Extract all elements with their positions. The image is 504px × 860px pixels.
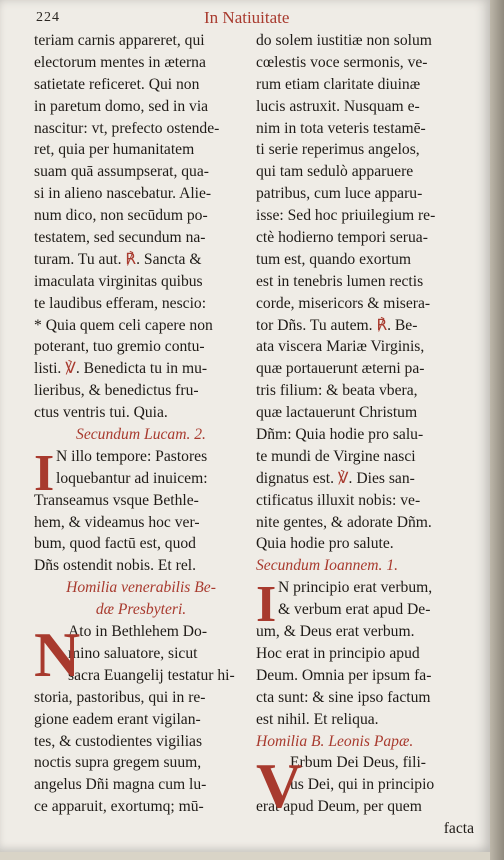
text-line: turam. Tu aut. ℟. Sancta &: [34, 250, 202, 268]
homily-paragraph-bede: [34, 621, 248, 818]
text-line: tor Dñs. Tu autem. ℟. Be-: [256, 316, 418, 334]
text-line: te mundi de Virgine nasci: [256, 447, 416, 465]
text-line: gione eadem erant vigilan-: [34, 710, 201, 728]
text-line: um, & Deus erat verbum.: [256, 623, 415, 641]
text-line: satietate reficeret. Qui non: [34, 75, 200, 93]
text-line: N principio erat verbum,: [278, 579, 433, 597]
catchword: facta: [443, 820, 474, 838]
liturgical-sign: ℣: [65, 360, 76, 378]
text-line: do solem iustitiæ non solum: [256, 32, 432, 49]
text-line: ata viscera Mariæ Virginis,: [256, 338, 425, 356]
text-line: nite gentes, & adorate Dñm.: [256, 513, 432, 531]
homily-paragraph-leo: [256, 752, 474, 840]
text-line: quæ lactauerunt Christum: [256, 404, 418, 422]
liturgical-sign: ℟: [376, 316, 388, 334]
text-line: storia, pastoribus, qui in re-: [34, 688, 206, 706]
text-line: cta sunt: & sine ipso factum: [256, 688, 431, 706]
text-line: * Quia quem celi capere non: [34, 316, 213, 334]
text-line: in paretum domo, sed in via: [34, 97, 209, 115]
text-line: lieribus, & benedictus fru-: [34, 382, 199, 400]
page-header: [36, 6, 470, 32]
text-line: qui tam sedulò apparuere: [256, 163, 414, 181]
text-line: Dñs ostendit nobis. Et rel.: [34, 557, 196, 575]
text-line: ret, quia per humanitatem: [34, 141, 195, 159]
text-line: N illo tempore: Pastores: [56, 447, 208, 465]
left-text-block: [34, 30, 248, 424]
text-line: erat apud Deum, per quem: [256, 798, 422, 816]
section-heading-homily-bede: Homilia venerabilis Be-: [66, 579, 216, 597]
text-line: testatem, sed secundum na-: [34, 229, 206, 247]
text-line: & verbum erat apud De-: [278, 601, 431, 619]
text-line: suam quā assumpserat, qua-: [34, 163, 209, 181]
section-heading-homily-leo: Homilia B. Leonis Papæ.: [256, 732, 414, 750]
text-line: loquebantur ad inuicem:: [56, 469, 208, 487]
text-line: noctis supra gregem suum,: [34, 754, 202, 772]
gospel-paragraph-john: [256, 577, 474, 730]
text-line: est nihil. Et reliqua.: [256, 710, 379, 728]
text-line: tum est, quando exortum: [256, 250, 412, 268]
text-line: Quia hodie pro salute.: [256, 535, 394, 553]
text-line: listi. ℣. Benedicta tu in mu-: [34, 360, 208, 378]
text-line: hem, & videamus hoc ver-: [34, 513, 200, 531]
text-line: teriam carnis appareret, qui: [34, 32, 205, 49]
text-line: nim in tota veteris testamē-: [256, 119, 426, 137]
text-line: tes, & custodientes vigilias: [34, 732, 203, 750]
running-head: In Natiuitate: [204, 8, 290, 27]
text-line: angelus Dñi magna cum lu-: [34, 776, 207, 794]
text-line: electorum mentes in æterna: [34, 53, 206, 71]
text-line: bum, quod factū est, quod: [34, 535, 196, 553]
gospel-paragraph-luke: [34, 446, 248, 577]
text-line: patribus, cum luce apparu-: [256, 185, 423, 203]
text-line: num dico, non secūdum po-: [34, 207, 208, 225]
text-line: sacra Euangelij testatur hi-: [68, 666, 235, 684]
drop-cap-initial: V: [256, 750, 303, 822]
section-heading-luke: Secundum Lucam. 2.: [76, 426, 206, 444]
text-line: dignatus est. ℣. Dies san-: [256, 469, 415, 487]
text-line: est in tenebris lumen rectis: [256, 272, 424, 290]
liturgical-sign: ℟: [125, 250, 137, 268]
left-column: [34, 30, 248, 818]
text-line: imaculata virginitas quibus: [34, 272, 203, 290]
text-line: poterant, tuo gremio contu-: [34, 338, 205, 356]
page-edge: [490, 0, 504, 860]
drop-cap-initial: I: [34, 444, 55, 502]
text-line: Erbum Dei Deus, fili-: [290, 754, 426, 772]
text-line: Dñm: Quia hodie pro salu-: [256, 426, 424, 444]
text-line: corde, misericors & misera-: [256, 294, 431, 312]
text-line: nascitur: vt, prefecto ostende-: [34, 119, 220, 137]
text-line: ti serie reperimus angelos,: [256, 141, 420, 159]
text-line: si in alieno nascebatur. Alie-: [34, 185, 212, 203]
text-line: ctè hodierno tempori serua-: [256, 229, 428, 247]
text-line: te laudibus efferam, nescio:: [34, 294, 207, 312]
text-line: Deum. Omnia per ipsum fa-: [256, 666, 432, 684]
section-heading-homily-bede-cont: dæ Presbyteri.: [95, 601, 187, 619]
drop-cap-initial: N: [34, 619, 81, 691]
right-text-block: [256, 30, 474, 555]
text-line: cœlestis voce sermonis, ve-: [256, 53, 428, 71]
text-line: Hoc erat in principio apud: [256, 644, 420, 662]
text-line: ce apparuit, exortumq; mū-: [34, 798, 204, 816]
text-line: ctus ventris tui. Quia.: [34, 404, 168, 422]
drop-cap-initial: I: [256, 576, 277, 634]
text-line: ctificatus illuxit nobis: ve-: [256, 491, 421, 509]
text-line: Ato in Bethlehem Do-: [68, 623, 208, 641]
section-heading-john: Secundum Ioannem. 1.: [256, 557, 399, 575]
text-line: mino saluatore, sicut: [68, 644, 198, 662]
text-line: tris filium: & beata vbera,: [256, 382, 418, 400]
text-line: quæ portauerunt æterni pa-: [256, 360, 425, 378]
liturgical-sign: ℣: [337, 469, 349, 487]
text-line: isse: Sed hoc priuilegium re-: [256, 207, 436, 225]
text-line: us Dei, qui in principio: [290, 776, 435, 794]
text-line: lucis astruxit. Nusquam e-: [256, 97, 420, 115]
page-number: 224: [36, 10, 60, 25]
right-column: [256, 30, 474, 840]
text-line: rum etiam claritate diuinæ: [256, 75, 421, 93]
text-line: Transeamus vsque Bethle-: [34, 491, 199, 509]
